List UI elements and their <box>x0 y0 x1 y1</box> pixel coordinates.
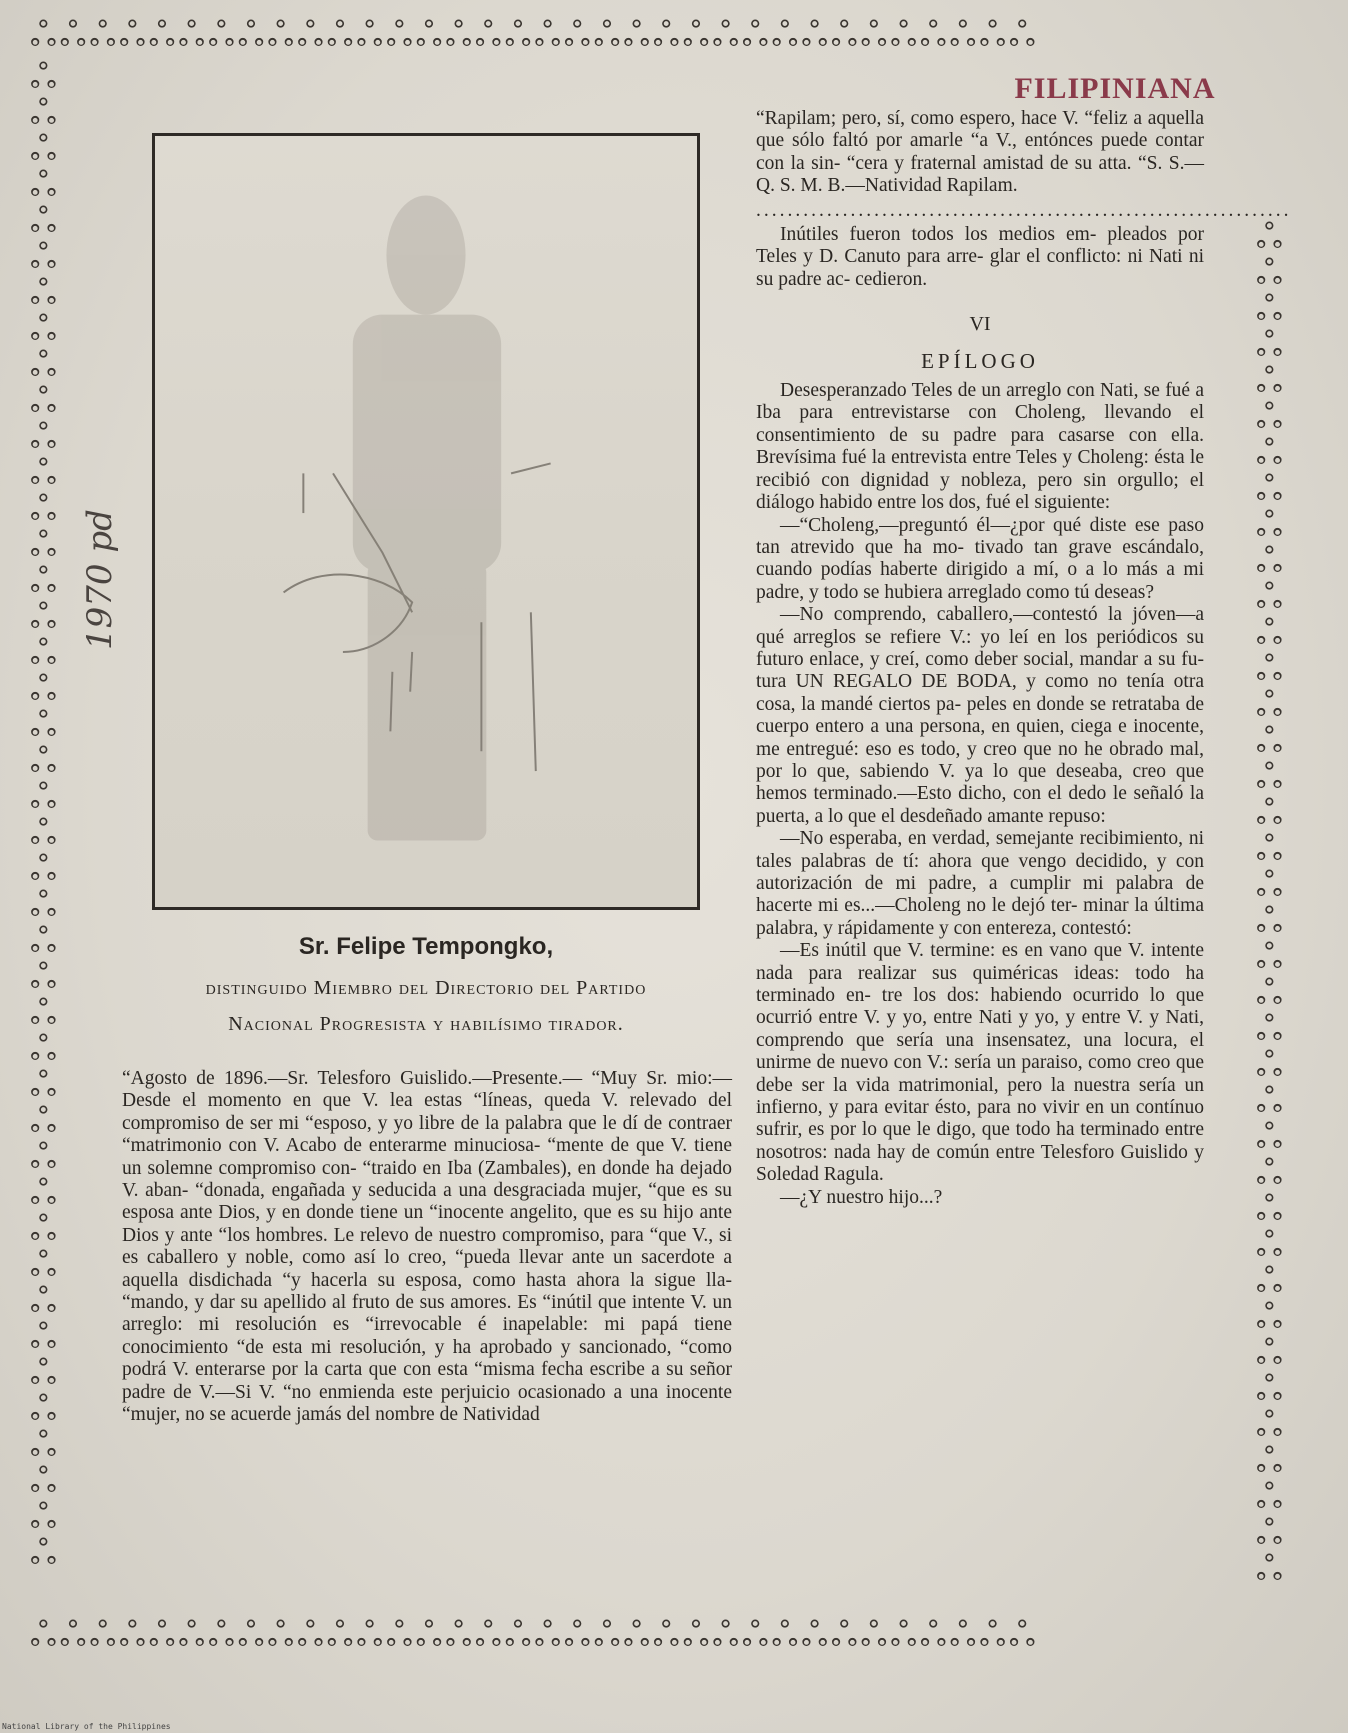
border-glyph: ஃ <box>1256 793 1283 833</box>
border-glyph: ஃ <box>30 237 57 277</box>
border-glyph: ஃ <box>1256 829 1283 869</box>
border-glyph: ஃ <box>30 1425 57 1465</box>
border-glyph: ஃ <box>1256 469 1283 509</box>
right-text-column <box>756 108 1292 1209</box>
photo-caption-subtitle <box>140 970 712 1042</box>
border-glyph: ஃ <box>30 885 57 925</box>
border-glyph: ஃ <box>1256 397 1283 437</box>
border-glyph: ஃ <box>30 129 57 169</box>
decorative-border-top <box>30 15 1290 60</box>
border-glyph: ஃ <box>1256 253 1283 293</box>
border-glyph: ஃ <box>30 57 57 97</box>
border-glyph: ஃ <box>1256 1189 1283 1229</box>
section-title: EPÍLOGO <box>921 348 1039 373</box>
border-glyph: ஃ <box>30 597 57 637</box>
border-glyph: ஃ <box>1256 505 1283 545</box>
border-glyph: ஃ <box>30 525 57 565</box>
border-glyph: ஃ <box>1256 937 1283 977</box>
section-number: VI <box>969 313 991 336</box>
border-glyph: ஃ <box>30 417 57 457</box>
border-glyph-row: ஃஃஃஃஃஃஃஃஃஃஃஃஃஃஃஃஃஃஃஃஃஃஃஃஃஃஃஃஃஃஃஃஃஃ <box>30 15 1039 55</box>
border-glyph: ஃ <box>30 1245 57 1285</box>
decorative-border-left <box>30 57 70 1620</box>
border-glyph: ஃ <box>30 1353 57 1393</box>
dialogue-paragraph: —No comprendo, caballero,—contestó la jóven—a qué arreglos se refiere V.: yo leí en los periódicos su futuro enlace, y creí, como deber social, mandar a su fu- tura UN REGALO DE BODA, y como no tenía otra cosa, la mandé ciertos pa- peles en donde se retrataba de cuerpo entero a una persona, en quien, ciega e inocente, me entregué: eso es todo, y creo que no he obrado mal, por lo que, sabiendo V. ya lo que deseaba, creo que hemos terminado.—Esto dicho, con el dedo le señaló la puerta, a lo que el desdeñado amante repuso: <box>756 604 1204 827</box>
portrait-photo <box>152 133 700 910</box>
border-glyph: ஃ <box>30 633 57 673</box>
decorative-border-bottom <box>30 1615 1300 1662</box>
border-glyph: ஃ <box>1256 1261 1283 1301</box>
dialogue-paragraph: —Es inútil que V. termine: es en vano que V. intente nada para realizar sus quiméricas ideas: todo ha terminado en- tre los dos: habiendo ocurrido lo que ocurrió entre V. y yo, entre Nati y yo, y entre V. y Nati, comprendo que sería una insensatez, una locura, el unirme de nuevo con V.: sería un paraiso, como creo que debe ser la vida matrimonial, pero la nuestra sería un infierno, y para evitar ésto, para no vivir en un contínuo sufrir, es por lo que le digo, que todo ha terminado entre nosotros: nada hay de común entre Telesforo Guislido y Soledad Ragula. <box>756 940 1204 1186</box>
border-glyph: ஃ <box>30 957 57 997</box>
border-glyph-row: ஃஃஃஃஃஃஃஃஃஃஃஃஃஃஃஃஃஃஃஃஃஃஃஃஃஃஃஃஃஃஃஃஃஃ <box>30 1615 1039 1655</box>
border-glyph: ஃ <box>30 273 57 313</box>
border-glyph: ஃ <box>30 1101 57 1141</box>
story-paragraph: Inútiles fueron todos los medios em- pleados por Teles y D. Canuto para arre- glar el conflicto: ni Nati ni su padre ac- cedieron. <box>756 224 1204 290</box>
border-glyph: ஃ <box>30 1317 57 1357</box>
border-glyph: ஃ <box>30 921 57 961</box>
border-glyph: ஃ <box>1256 217 1283 257</box>
border-glyph: ஃ <box>1256 325 1283 365</box>
border-glyph: ஃ <box>30 93 57 133</box>
border-glyph: ஃ <box>1256 613 1283 653</box>
photo-caption-name: Sr. Felipe Tempongko, <box>298 933 554 960</box>
border-glyph: ஃ <box>1256 1225 1283 1265</box>
border-glyph: ஃ <box>1256 757 1283 797</box>
border-glyph: ஃ <box>1256 1333 1283 1373</box>
border-glyph: ஃ <box>1256 1441 1283 1481</box>
border-glyph: ஃ <box>30 1137 57 1177</box>
border-glyph: ஃ <box>1256 901 1283 941</box>
border-glyph: ஃ <box>30 381 57 421</box>
border-glyph: ஃ <box>1256 1369 1283 1409</box>
border-glyph: ஃ <box>30 489 57 529</box>
border-glyph: ஃ <box>1256 1405 1283 1445</box>
border-glyph: ஃ <box>1256 1081 1283 1121</box>
border-glyph: ஃ <box>30 309 57 349</box>
border-glyph: ஃ <box>1256 1513 1283 1553</box>
handwritten-catalog-note: 1970 pd <box>80 509 120 650</box>
border-glyph: ஃ <box>30 813 57 853</box>
border-glyph: ஃ <box>30 165 57 205</box>
border-glyph: ஃ <box>1256 361 1283 401</box>
border-glyph: ஃ <box>30 993 57 1033</box>
border-glyph: ஃ <box>1256 1297 1283 1337</box>
border-glyph: ஃ <box>30 1173 57 1213</box>
library-credit: National Library of the Philippines <box>2 1722 171 1731</box>
border-glyph: ஃ <box>1256 289 1283 329</box>
border-glyph: ஃ <box>30 1533 57 1573</box>
border-glyph: ஃ <box>30 201 57 241</box>
letter-closing: “Rapilam; pero, sí, como espero, hace V. “feliz a aquella que sólo faltó por amarle “a V., entónces puede contar con la sin- “cera y fraternal amistad de su atta. “S. S.—Q. S. M. B.—Natividad Rapilam. <box>756 108 1204 197</box>
border-glyph: ஃ <box>1256 649 1283 689</box>
masthead-title: FILIPINIANA <box>1014 72 1216 105</box>
border-glyph: ஃ <box>30 849 57 889</box>
border-glyph: ஃ <box>30 1497 57 1537</box>
border-glyph: ஃ <box>30 1389 57 1429</box>
dialogue-paragraph: —¿Y nuestro hijo...? <box>780 1186 943 1208</box>
border-glyph: ஃ <box>30 705 57 745</box>
decorative-border-right <box>1256 217 1298 1620</box>
border-glyph: ஃ <box>30 741 57 781</box>
story-paragraph: Desesperanzado Teles de un arreglo con Nati, se fué a Iba para entrevistarse con Choleng, llevando el consentimiento de su padre para casarse con ella. Brevísima fué la entrevista entre Teles y Choleng: ésta le recibió con dignidad y nobleza, pero sin orgullo; el diálogo habido entre los dos, fué el siguiente: <box>756 380 1204 514</box>
border-glyph: ஃ <box>30 1065 57 1105</box>
faded-portrait-image <box>155 136 697 907</box>
caption-line-2: Nacional Progresista y habilísimo tirador. <box>228 1013 624 1035</box>
border-glyph: ஃ <box>1256 973 1283 1013</box>
border-glyph: ஃ <box>30 1209 57 1249</box>
border-glyph: ஃ <box>1256 1477 1283 1517</box>
border-glyph: ஃ <box>1256 721 1283 761</box>
border-glyph: ஃ <box>1256 433 1283 473</box>
border-glyph: ஃ <box>1256 541 1283 581</box>
border-glyph: ஃ <box>1256 577 1283 617</box>
border-glyph: ஃ <box>30 561 57 601</box>
border-glyph: ஃ <box>30 1029 57 1069</box>
border-glyph: ஃ <box>30 345 57 385</box>
border-glyph: ஃ <box>1256 865 1283 905</box>
border-glyph: ஃ <box>30 1281 57 1321</box>
border-glyph: ஃ <box>1256 1153 1283 1193</box>
border-glyph: ஃ <box>1256 1117 1283 1157</box>
border-glyph: ஃ <box>30 453 57 493</box>
border-glyph: ஃ <box>1256 1009 1283 1049</box>
border-glyph: ஃ <box>30 669 57 709</box>
dotted-separator: .................................................................... <box>756 199 1292 221</box>
dialogue-paragraph: —No esperaba, en verdad, semejante recibimiento, ni tales palabras de tí: ahora que vengo decidido, y con autorización de mi padre, a cumplir mi palabra de hacerte mi es...—Choleng no le dejó ter- minar la última palabra, y rápidamente y con entereza, contestó: <box>756 828 1204 939</box>
border-glyph: ஃ <box>30 777 57 817</box>
border-glyph: ஃ <box>1256 1549 1283 1589</box>
border-glyph: ஃ <box>1256 685 1283 725</box>
border-glyph: ஃ <box>30 1461 57 1501</box>
border-glyph: ஃ <box>1256 1045 1283 1085</box>
left-text-column <box>122 1068 732 1427</box>
letter-paragraph: “Agosto de 1896.—Sr. Telesforo Guislido.—Presente.— “Muy Sr. mio:—Desde el momento en que V. lea estas “líneas, queda V. relevado del compromiso de ser mi “esposo, y yo libre de la palabra que le dí de contraer “matrimonio con V. Acabo de enterarme minuciosa- “mente de que V. tiene un solemne compromiso con- “traido en Iba (Zambales), en donde ha dejado V. aban- “donada, engañada y seducida a una desgraciada mujer, “que es su esposa ante Dios, y en donde tiene un “inocente angelito, que es su hijo ante Dios y ante “los hombres. Le relevo de nuestro compromiso, para “que V., si es caballero y noble, como así lo creo, “pueda llevar ante un sacerdote a aquella disdichada “y hacerla su esposa, como hasta ahora la sigue lla- “mando, y dar su apellido al fruto de sus amores. Es “inútil que intente V. un arreglo: mi resolución es “irrevocable é inapelable: mi papá tiene conocimiento “de esta mi resolución, y ha aprobado y sancionado, “como podrá V. enterarse por la carta que con esta “misma fecha escribe a su señor padre de V.—Si V. “no enmienda este perjuicio ocasionado a una inocente “mujer, no se acuerde jamás del nombre de Natividad <box>122 1068 732 1426</box>
dialogue-paragraph: —“Choleng,—preguntó él—¿por qué diste ese paso tan atrevido que ha mo- tivado tan grave escándalo, cuando podías haberte dirigido a mí, o a lo más a mi padre, y todo se hubiera arreglado como tú deseas? <box>756 514 1204 603</box>
caption-line-1: distinguido Miembro del Directorio del Partido <box>205 977 647 999</box>
